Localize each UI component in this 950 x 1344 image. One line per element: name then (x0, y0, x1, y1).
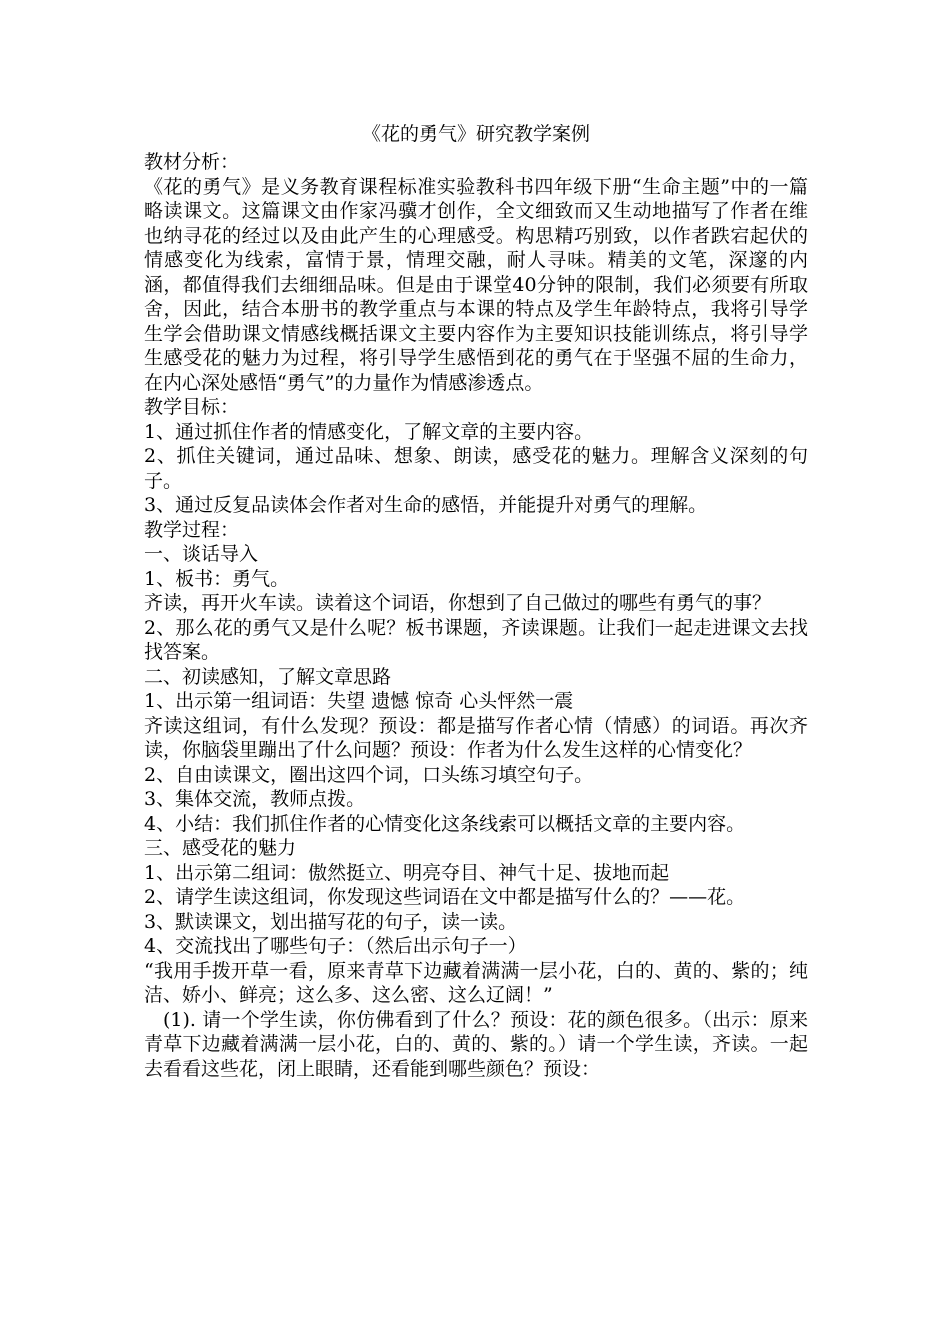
section-heading-process: 教学过程： (144, 518, 240, 541)
step-2-item-4: 4、小结：我们抓住作者的心情变化这条线索可以概括文章的主要内容。 (144, 812, 746, 835)
goal-item-1: 1、通过抓住作者的情感变化，了解文章的主要内容。 (144, 420, 594, 443)
document-title: 《花的勇气》研究教学案例 (361, 123, 590, 145)
step-1-item-1: 1、板书：勇气。 (144, 567, 290, 590)
step-3-item-1: 1、出示第二组词：傲然挺立、明亮夺目、神气十足、拔地而起 (144, 861, 670, 884)
section-heading-goals: 教学目标： (144, 396, 240, 418)
step-1-text: 齐读，再开火车读。读着这个词语，你想到了自己做过的哪些有勇气的事？ (144, 592, 772, 614)
paragraph-analysis: 《花的勇气》是义务教育课程标准实验教科书四年级下册“生命主题”中的一篇略读课文。这篇课文由作家冯骥才创作，全文细致而又生动地描写了作者在维也纳寻花的经过以及由此产生的心理感受。构思精巧别致，以作者跌宕起伏的情感变化为线索，富情于景，情理交融，耐人寻味。精美的文笔，深邃的内涵，都值得我们去细细品味。但是由于课堂40分钟的限制，我们必须要有所取舍，因此，结合本册书的教学重点与本课的特点及学生年龄特点，我将引导学生学会借助课文情感线概括课文主要内容作为主要知识技能训练点，将引导学生感受花的魅力为过程，将引导学生感悟到花的勇气在于坚强不屈的生命力，在内心深处感悟“勇气”的力量作为情感渗透点。 (144, 175, 808, 394)
step-heading-1: 一、谈话导入 (144, 543, 259, 565)
quote-sentence-1: “我用手拨开草一看，原来青草下边藏着满满一层小花，白的、黄的、紫的；纯洁、娇小、鲜亮；这么多、这么密、这么辽阔！” (144, 959, 808, 1006)
step-heading-3: 三、感受花的魅力 (144, 837, 297, 859)
step-2-item-2: 2、自由读课文，圈出这四个词，口头练习填空句子。 (144, 763, 594, 786)
step-2-item-1: 1、出示第一组词语：失望 遗憾 惊奇 心头怦然一震 (144, 690, 574, 712)
step-3-item-2: 2、请学生读这组词，你发现这些词语在文中都是描写什么的？——花。 (144, 886, 746, 908)
step-2-text: 齐读这组词，有什么发现？预设：都是描写作者心情（情感）的词语。再次齐读，你脑袋里蹦出了什么问题？预设：作者为什么发生这样的心情变化？ (144, 714, 808, 761)
document-body (144, 150, 808, 1081)
step-3-item-4: 4、交流找出了哪些句子：（然后出示句子一） (144, 935, 527, 957)
step-1-item-2: 2、那么花的勇气又是什么呢？板书课题，齐读课题。让我们一起走进课文去找找答案。 (144, 616, 808, 663)
section-heading-analysis: 教材分析： (144, 151, 240, 173)
step-2-item-3: 3、集体交流，教师点拨。 (144, 788, 366, 810)
goal-item-3: 3、通过反复品读体会作者对生命的感悟，并能提升对勇气的理解。 (144, 494, 708, 516)
step-heading-2: 二、初读感知，了解文章思路 (144, 665, 392, 688)
goal-item-2: 2、抓住关键词，通过品味、想象、朗读，感受花的魅力。理解含义深刻的句子。 (144, 445, 808, 492)
step-3-item-3: 3、默读课文，划出描写花的句子，读一读。 (144, 910, 518, 933)
step-3-subitem-1: (1). 请一个学生读，你仿佛看到了什么？预设：花的颜色很多。（出示：原来青草下边藏着满满一层小花，白的、黄的、紫的。）请一个学生读，齐读。一起去看看这些花，闭上眼睛，还看能到哪些颜色？预设： (144, 1008, 808, 1080)
